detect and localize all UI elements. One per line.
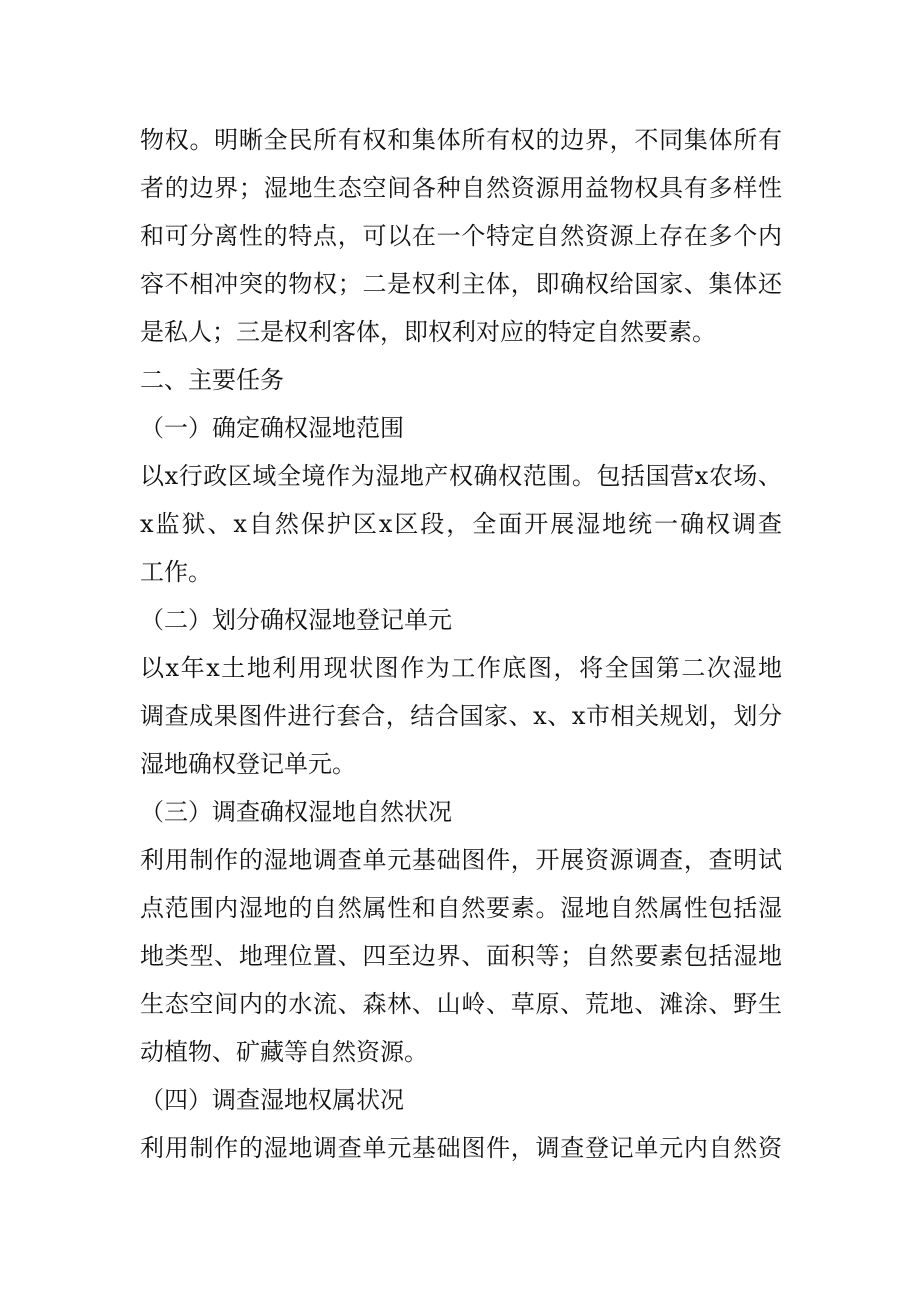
text-line: 以x行政区域全境作为湿地产权确权范围。包括国营x农场、 [140,462,782,490]
document-body [140,116,782,1172]
item-heading: （二）划分确权湿地登记单元 [140,606,452,634]
text-line: 点范围内湿地的自然属性和自然要素。湿地自然属性包括湿 [140,894,782,922]
section-heading-main-tasks: 二、主要任务 [140,366,284,394]
text-line: 者的边界；湿地生态空间各种自然资源用益物权具有多样性 [140,174,782,202]
text-line: 物权。明晰全民所有权和集体所有权的边界，不同集体所有 [140,126,782,154]
text-line: 容不相冲突的物权；二是权利主体，即确权给国家、集体还 [140,270,782,298]
text-line: 利用制作的湿地调查单元基础图件，调查登记单元内自然资 [140,1134,782,1162]
text-line: x监狱、x自然保护区x区段，全面开展湿地统一确权调查 [140,510,782,538]
text-line: 利用制作的湿地调查单元基础图件，开展资源调查，查明试 [140,846,782,874]
item-heading: （一）确定确权湿地范围 [140,414,404,442]
item-3-natural-conditions [140,788,782,1076]
text-line: 以x年x土地利用现状图作为工作底图，将全国第二次湿地 [140,654,782,682]
item-1-scope [140,404,782,596]
item-heading: （三）调查确权湿地自然状况 [140,798,452,826]
text-line: 工作。 [140,558,212,586]
item-4-ownership [140,1076,782,1172]
text-line: 和可分离性的特点，可以在一个特定自然资源上存在多个内 [140,222,782,250]
item-heading: （四）调查湿地权属状况 [140,1086,404,1114]
text-line: 生态空间内的水流、森林、山岭、草原、荒地、滩涂、野生 [140,990,782,1018]
text-line: 湿地确权登记单元。 [140,750,356,778]
text-line: 动植物、矿藏等自然资源。 [140,1038,428,1066]
text-line: 地类型、地理位置、四至边界、面积等；自然要素包括湿地 [140,942,782,970]
text-line: 是私人；三是权利客体，即权利对应的特定自然要素。 [140,318,716,346]
item-2-registration-units [140,596,782,788]
paragraph-property-rights [140,116,782,356]
text-line: 调查成果图件进行套合，结合国家、x、x市相关规划，划分 [140,702,782,730]
